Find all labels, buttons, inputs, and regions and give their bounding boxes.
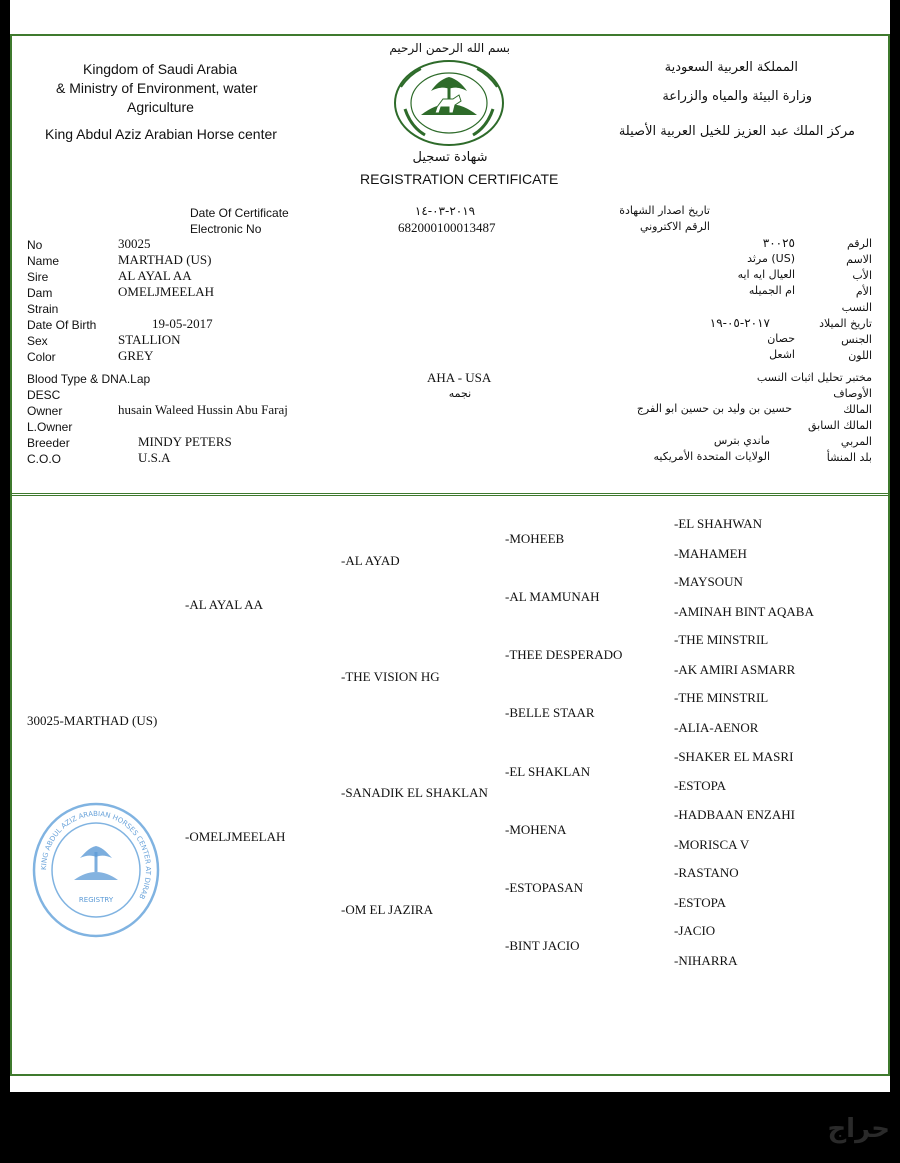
sire-label: Sire: [27, 270, 49, 284]
header-ar-line2: وزارة البيئة والمياه والزراعة: [662, 89, 812, 104]
name-value-ar: (US) مرثد: [747, 252, 795, 265]
color-label: Color: [27, 350, 56, 364]
breeder-value: MINDY PETERS: [138, 434, 232, 449]
dam-label: Dam: [27, 286, 53, 300]
owner-value-ar: حسين بن وليد بن حسين ابو الفرج: [636, 402, 792, 415]
pedigree-gen4-item: -THE MINSTRIL: [674, 690, 769, 705]
electronic-no-label: Electronic No: [190, 222, 262, 236]
pedigree-gen4-item: -ESTOPA: [674, 895, 727, 910]
no-label-ar: الرقم: [846, 237, 872, 250]
header-en-line1: Kingdom of Saudi Arabia: [83, 61, 238, 77]
stamp-center-word: REGISTRY: [78, 896, 114, 904]
breeder-value-ar: ماندي بترس: [713, 434, 770, 447]
dam-label-ar: الأم: [855, 285, 872, 298]
sire-label-ar: الأب: [852, 269, 872, 282]
watermark-text: حراج: [827, 1114, 890, 1144]
pedigree-gen2-item: -THE VISION HG: [341, 669, 440, 684]
color-value-ar: اشعل: [769, 348, 795, 361]
header-ar-line1: المملكة العربية السعودية: [664, 60, 798, 75]
pedigree-dam: -OMELJMEELAH: [185, 829, 286, 844]
center-logo: [391, 57, 507, 149]
name-label: Name: [27, 254, 60, 268]
pedigree-gen3-item: -BINT JACIO: [505, 938, 580, 953]
last-owner-label: L.Owner: [27, 420, 73, 434]
dob-value: 19-05-2017: [152, 316, 213, 331]
blood-type-label: Blood Type & DNA.Lap: [27, 372, 151, 386]
owner-value: husain Waleed Hussin Abu Faraj: [118, 402, 288, 417]
pedigree-gen3-item: -ESTOPASAN: [505, 880, 584, 895]
header-en-line2: & Ministry of Environment, water: [56, 80, 258, 96]
horse-palm-emblem-icon: [391, 57, 507, 149]
blood-type-label-ar: مختبر تحليل اثبات النسب: [756, 371, 872, 384]
title-english: REGISTRATION CERTIFICATE: [360, 171, 559, 187]
pedigree-gen2-item: -OM EL JAZIRA: [341, 902, 433, 917]
pedigree-gen3-item: -THEE DESPERADO: [505, 647, 623, 662]
strain-label: Strain: [27, 302, 59, 316]
pedigree-gen3-item: -AL MAMUNAH: [505, 589, 600, 604]
name-label-ar: الاسم: [846, 253, 872, 266]
registry-seal-icon: [30, 800, 162, 940]
pedigree-gen4-item: -ESTOPA: [674, 778, 727, 793]
pedigree-gen4-item: -AMINAH BINT AQABA: [674, 604, 814, 619]
pedigree-gen3-item: -EL SHAKLAN: [505, 764, 591, 779]
dam-value-ar: ام الجميله: [748, 284, 795, 297]
pedigree-subject: 30025-MARTHAD (US): [27, 713, 158, 728]
color-value: GREY: [118, 348, 154, 363]
coo-value-ar: الولايات المتحدة الأمريكيه: [653, 450, 770, 463]
sex-value: STALLION: [118, 332, 181, 347]
owner-label-ar: المالك: [843, 403, 872, 416]
date-of-certificate-value: ٢٠١٩-٠٣-١٤: [414, 204, 476, 218]
basmala: بسم الله الرحمن الرحيم: [389, 41, 510, 55]
dob-label-ar: تاريخ الميلاد: [819, 317, 872, 330]
header-en-line4: King Abdul Aziz Arabian Horse center: [45, 126, 277, 142]
desc-label-ar: الأوصاف: [833, 387, 872, 400]
electronic-no-label-ar: الرقم الاكتروني: [639, 220, 710, 233]
dob-value-ar: ٢٠١٧-٠٥-١٩: [709, 316, 770, 330]
header-en-line3: Agriculture: [127, 99, 194, 115]
watermark-logo: [740, 1112, 890, 1152]
dob-label: Date Of Birth: [27, 318, 97, 332]
sire-value-ar: العيال ايه ايه: [737, 268, 795, 281]
stamp-outer-text: KING ABDUL AZIZ ARABIAN HORSES CENTER AT DIRAB: [39, 809, 153, 901]
left-edge-bar: [0, 0, 10, 1163]
sire-value: AL AYAL AA: [118, 268, 192, 283]
pedigree-gen4-item: -JACIO: [674, 923, 716, 938]
pedigree-gen3-item: -MOHENA: [505, 822, 567, 837]
date-of-certificate-label: Date Of Certificate: [190, 206, 289, 220]
coo-label-ar: بلد المنشأ: [826, 451, 872, 464]
pedigree-gen4-item: -MORISCA V: [674, 837, 750, 852]
breeder-label-ar: المربي: [840, 435, 872, 448]
desc-label: DESC: [27, 388, 61, 402]
strain-label-ar: النسب: [841, 301, 872, 314]
electronic-no-value: 682000100013487: [398, 220, 496, 235]
header-ar-line3: مركز الملك عبد العزيز للخيل العربية الأصيلة: [618, 124, 855, 139]
coo-value: U.S.A: [138, 450, 171, 465]
registry-stamp: [30, 800, 162, 940]
coo-label: C.O.O: [27, 452, 62, 466]
pedigree-gen3-item: -BELLE STAAR: [505, 705, 595, 720]
owner-label: Owner: [27, 404, 63, 418]
pedigree-gen2-item: -SANADIK EL SHAKLAN: [341, 785, 488, 800]
no-label: No: [27, 238, 43, 252]
no-value: 30025: [118, 236, 151, 251]
dam-value: OMELJMEELAH: [118, 284, 215, 299]
pedigree-gen4-item: -MAYSOUN: [674, 574, 743, 589]
blood-type-value: AHA - USA: [427, 370, 492, 385]
pedigree-gen4-item: -SHAKER EL MASRI: [674, 749, 794, 764]
title-arabic: شهادة تسجيل: [412, 150, 488, 165]
last-owner-label-ar: المالك السابق: [807, 419, 872, 432]
pedigree-gen4-item: -EL SHAHWAN: [674, 516, 762, 531]
breeder-label: Breeder: [27, 436, 70, 450]
sex-label-ar: الجنس: [841, 333, 872, 346]
pedigree-sire: -AL AYAL AA: [185, 597, 264, 612]
right-edge-bar: [890, 0, 900, 1163]
name-value: MARTHAD (US): [118, 252, 212, 267]
pedigree-gen4-item: -ALIA-AENOR: [674, 720, 759, 735]
pedigree-gen2-item: -AL AYAD: [341, 553, 400, 568]
sex-label: Sex: [27, 334, 48, 348]
date-of-certificate-label-ar: تاريخ اصدار الشهادة: [619, 204, 710, 217]
desc-value-ar: نجمه: [448, 387, 472, 400]
sex-value-ar: حصان: [767, 332, 795, 345]
pedigree-gen4-item: -HADBAAN ENZAHI: [674, 807, 795, 822]
no-value-ar: ٣٠٠٢٥: [762, 236, 795, 250]
pedigree-gen4-item: -MAHAMEH: [674, 546, 747, 561]
color-label-ar: اللون: [848, 349, 872, 362]
pedigree-gen4-item: -RASTANO: [674, 865, 739, 880]
pedigree-gen4-item: -THE MINSTRIL: [674, 632, 769, 647]
pedigree-gen4-item: -AK AMIRI ASMARR: [674, 662, 796, 677]
pedigree-gen4-item: -NIHARRA: [674, 953, 738, 968]
pedigree-gen3-item: -MOHEEB: [505, 531, 565, 546]
